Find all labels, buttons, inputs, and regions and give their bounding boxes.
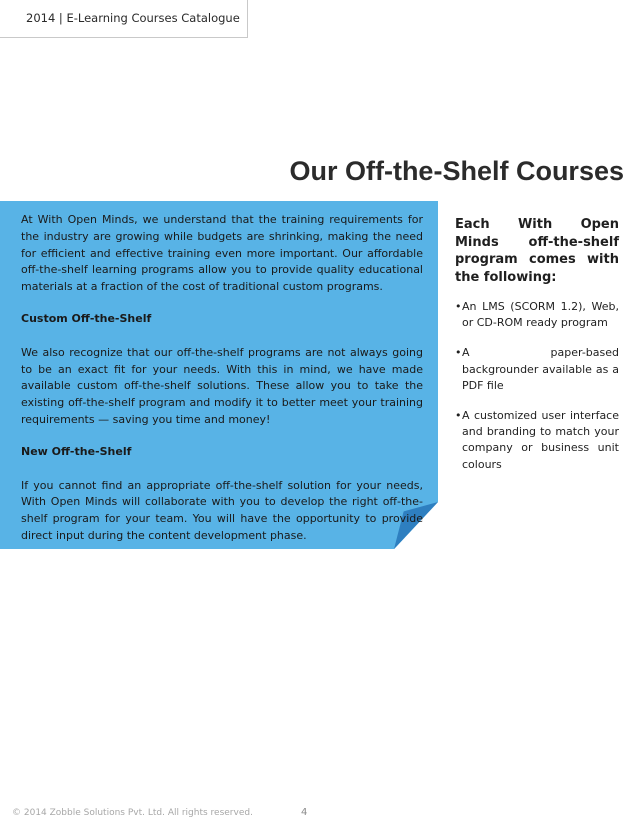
list-item-text: A customized user interface and branding to match your company or business unit colours [462,409,619,471]
footer-copyright: © 2014 Zobble Solutions Pvt. Ltd. All rights reserved. [12,808,253,818]
new-heading: New Off-the-Shelf [21,444,132,458]
page-number: 4 [301,807,308,818]
bullet: • [455,409,462,423]
list-item-text: A paper-based backgrounder available as a PDF file [462,346,619,392]
intro-paragraph: At With Open Minds, we understand that the training requirements for the industry are growing while budgets are shrinking, making the need for efficient and effective training even more important. Our affordable off-the-shelf learning programs allow you to provide quality educational materials at a fraction of the cost of traditional custom programs. [21,213,423,294]
sidebar-heading: Each With Open Minds off-the-shelf program comes with the following: [455,217,619,285]
new-paragraph: If you cannot find an appropriate off-the-shelf solution for your needs, With Open Minds will collaborate with you to develop the right off-the-shelf program for your team. You will have the opportunity to provide direct input during the content development phase. [21,478,423,542]
bullet: • [455,346,462,360]
bullet: • [455,300,462,313]
list-item [455,299,619,331]
list-item [455,408,619,473]
header-text: 2014 | E-Learning Courses Catalogue [26,11,240,25]
list-item-text: An LMS (SCORM 1.2), Web, or CD-ROM ready program [462,300,619,330]
sidebar [455,216,619,487]
custom-heading: Custom Off-the-Shelf [21,311,152,325]
page-title: Our Off-the-Shelf Courses [289,156,624,186]
custom-paragraph: We also recognize that our off-the-shelf programs are not always going to be an exact fit for your needs. With this in mind, we have made available custom off-the-shelf solutions. These allow you to take the existing off-the-shelf program and modify it to better meet your training requirements — saving you time and money! [21,345,423,426]
panel-text [21,212,423,560]
list-item [455,345,619,394]
